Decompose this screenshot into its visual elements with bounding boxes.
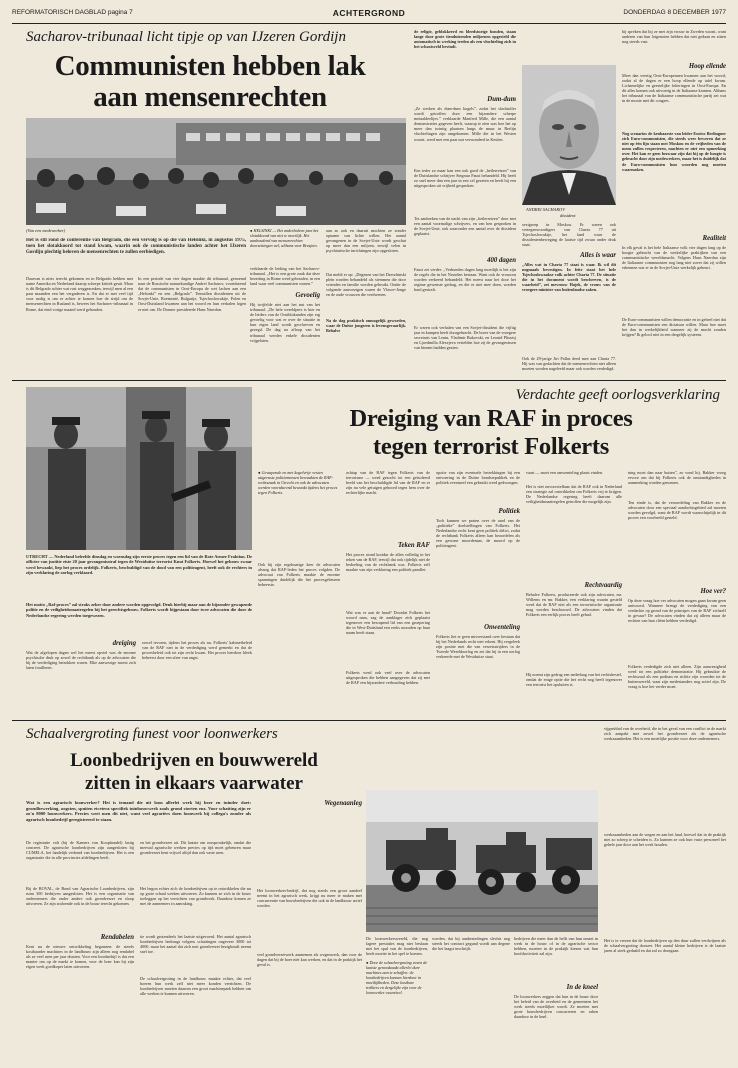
article1-body1: Daarvan is niets terecht gekomen en in Belgrado hebben met name Amerika en Nederland daarop scherpe kritiek geuit. Maar is dit Belgrado achter wat rust weggezonken, terwijl men al een paar maanden een het vergaderen is. En dat er met veel tijd voor nodig is om er achter te komen hoe de strijd om de mensenrechten in Rusland is, bewees het Sacharov-tribunaal in Rome, dat eind vorige maand werd gehouden. [26, 276, 133, 312]
subhead-dumdum: Dum-dum [487, 96, 516, 103]
sacharov-subtitle: dissident [560, 213, 576, 218]
masthead-rule [12, 23, 726, 24]
article2-body10: Folkerts liet er geen misverstand over bestaan dat hij het Nederlands recht niet erkent. Hij vergeleek zijn positie met die van verzetsstrijders in de Tweede Wereldoorlog en zei dat hij in een oorlog verkeerde met de Westduitse staat. [436, 634, 520, 660]
article2-kicker: Verdachte geeft oorlogsverklaring [515, 387, 720, 403]
article2-photo-caption: ● Gewapende en met kogelvrije vesten uitgeruste politiemensen bewaakten de RAF-rechtszaak in Utrecht en ook de advocaten werden voortdurend bewaakt tijdens het proces tegen Folkerts. [258, 470, 338, 495]
article1-lead: Het is stil rond de conferentie van Belgrado, die een vervolg is op die van Helsinki, in augustus 1975, toen het slotakkoord tot stand kwam, waarin ook de communistische landen achter het IJzeren Gordijn plechtig beloven de mensenrechten te zullen eerbiedigen. [26, 238, 246, 255]
divider-2 [12, 720, 726, 721]
masthead-date: DONDERDAG 8 DECEMBER 1977 [623, 9, 726, 16]
conference-photo [26, 118, 406, 225]
article3-body14: De loonwerkers zeggen dat hun in de bouw door het beleid van de overheid en de gemeenten het werk steeds moeilijker wordt. Ze moeten met grote bouwbedrijven concurreren en raken daardoor in de knel. [514, 994, 598, 1020]
article2-body9: Toch kunnen we praten over de aard van de „politieke” doelstellingen van Folkerts. Het Nederlandse recht kent geen politiek delict, zodat de rechtbank Folkerts alleen kan beoordelen als een gewone moordenaar, de moord op de politieagent. [436, 518, 520, 549]
article1-body7: Na de dag praktisch onmogelijk geworden, waar de Duitse jongeren is levensgevaarlijk. Behalve [326, 318, 406, 334]
article2-body7: Folkerts werd ook veel over de advocaten uitgesproken die hebben aangegeven dat zij met de RAF een bijzondere verhouding hebben. [346, 670, 430, 686]
article2-body6: Wat was er aan de hand? Doordat Folkerts het woord nam, zag de aanklager zich geplaatst tegenover een bewapend lid van een groepering die in West-Duitsland een reeks moorden op haar naam heeft staan. [346, 610, 430, 636]
subhead-alles-is-waar: Alles is waar [580, 252, 616, 259]
article1-body12: Faust zei verder: „Verbonden dagen lang moeilijk is het zijn de regels die in het Noorden bestaan. Want ook de vrouwen worden verkeerd behandeld. Het meest naar het door het regime gewenste gedrag, en die er niet mee doen, worden hard gestraft. [414, 267, 516, 293]
article3-body13: bedrijven die meer dan de helft van hun omzet in werk in de bouw of in de agrarische sector hebben, moeten in de praktijk kiezen wat hun hoofdactiviteit zal zijn. [514, 936, 598, 957]
article3-body12: worden, dat bij aanbestedingen slechts nog steeds het contract gegund wordt aan degene die het laagst inschrijft. [432, 936, 510, 952]
article1-body15: „Alles wat in Charta 77 staat is waar. Ik wil dit nogmaals bevestigen. In feite staat het hele Tsjechoslowaakse volk achter Charta 77. De situatie die in het document wordt beschreven, is de waarheid”, zei mevrouw Hajek, de vrouw van de vroegere minister van buitenlandse zaken. [522, 262, 616, 293]
article1-body3: verklaarde de leiding van het Sacharov-tribunaal. „Het is een grote zaak dat deze bezetting in Rome werd gehouden, in een land waar veel communisten wonen.” [250, 266, 320, 287]
article1-body11: Tot aanbreken van de nacht van zijn „heilerreizen” door met een aantal voormalige schrijvers, en van hen gesproken in de Sovjet-Unie, ook waaronder een aantal over de dissident geplaatst. [414, 216, 516, 237]
article2-body8: opoite van zijn eventuele betrekkingen bij een ontvoering in de Duitse bondsrepubliek en de politiek eventueel een gebruikt werd gedwongen. [436, 470, 520, 486]
article3-headline-1: Loonbedrijven en bouwwereld [70, 750, 318, 771]
article2-body14: Hij noemt zijn gedrag een nederlaag van het rechtsbestel, omdat de enige optie die het recht nog heeft tegenover een terrorist het opsluiten is. [526, 672, 622, 688]
article2-headline-1: Dreiging van RAF in proces [349, 405, 633, 432]
article2-body4: achtap van de RAF tegen Folkerts van de terrorisme — werd gezocht tot een geïsoleerd beeld van het beschuldigde lid van de RAF en er zijn nu vele getuigen gehoord tegen hem over de rechterlijke macht. [346, 470, 430, 496]
article1-body19: Nog scenarios de kenbaarste van leider Enrico Berlinguer zich Euro-communisten, die steeds weer beweren dat ze niet op één lijn staan met Moskou en de vrijheden van de mens zullen respecteren, machten er niet een opmerking over. Het kan er geen bezwaar zijn dat hij op de hoogte is gebracht door zijn medewerkers, maar het is duidelijk dat de Euro-communisten hun woorden nog moeten waarmaken. [622, 131, 726, 172]
court-police-photo [26, 387, 252, 550]
article1-photo-credit: (Van een medewerker) [26, 228, 66, 233]
subhead-gevoelig: Gevoelig [295, 292, 320, 299]
article1-body13: Er waren ook verhalen van een Sovjet-dissident die vijftig jaar in kampen heeft doorgebracht. De broer van de vroegere secretaris van Lenin, Vladimir Bukovski, en Leonid Pliustsj en Ljoedmilla Alexejeva vertelden hoe zij de gevangenissen van binnen hadden gezien. [414, 325, 516, 351]
section-title: ACHTERGROND [332, 8, 406, 18]
article1-caption: ● HELSINKI — Het anderhalven jaar het slotakkoord van niet te moeilijk. Het aanhoudend van mensenrechten doorzettingen wel, althans voor Brezjnev. [250, 228, 319, 248]
article2-body18: Folkerts verdedigde zich niet alleen. Zijn aanwezigheid werd tot een politieke demonstratie. Hij gebruikte de rechtszaal als een podium en richtte zijn woorden tot de buitenwereld, waar zijn medestanders nog actief zijn. De vraag is hoe het verder moet. [628, 664, 726, 690]
article1-body14: sextgroep in Moskou. Er waren ook vertegenwoordigers van Charta 77 uit Tsjechoslowakije, het land waar de dissidentenbeweging de laatste tijd zwaar onder druk staat. [522, 222, 616, 248]
article2-body12: Het is niet onvoorstelbaar dat de RAF ook in Nederland een strategie zal ontwikkelen om Folkerts vrij te krijgen. De Nederlandse regering heeft daarom alle veiligheidsmaatregelen getroffen die mogelijk zijn. [526, 484, 622, 505]
masthead [12, 9, 726, 23]
article3-body10: veel grondverzetwerk aannemen als wegenwerk, dan voor de dagen dat bij de boer niet kan werken, en dat in de praktijk het geval is. [257, 952, 362, 968]
article1-headline-2: aan mensenrechten [93, 81, 327, 113]
article1-body16: Ook de 29-jarige Jiri Pallas deed mee aan Charta 77. Hij was van gedachten dat de mensenrechten niet alleen moeten worden nageleefd maar ook worden verdedigd. [522, 356, 616, 372]
divider-1 [12, 380, 726, 381]
article2-caption: UTRECHT — Nederland beleefde dinsdag en woensdag zijn eerste proces tegen een lid van de Rote Armee Fraktion. De officier van justitie eiste 20 jaar gevangenisstraf tegen de Westduitse terrorist Knut Folkerts. Hoewel het gebouw zwaar werd bewaakt, liep het proces ordelijk. Folkerts, beschuldigd van de dood van een politieagent, heeft ook de rechters in zijn verklaring de oorlog verklaard. [26, 554, 252, 575]
article3-body15: vijgenblad van de overheid, die in het geval van een conflict in de markt zich aanpakt met zowel het grondverzet als de agrarische werkzaamheden. Het is een moeilijke positie voor deze ondernemers. [604, 726, 726, 742]
article1-kicker: Sacharov-tribunaal licht tipje op van IJzeren Gordijn [26, 29, 346, 45]
article3-body8 [257, 810, 362, 886]
article3-body4: en het grondverzet uit. Dit laatste om oorspronkelijk, omdat die meestal agrarische werken precies op tijd moet gebeuren maar grondverzet kent vrijwel altijd dan ook vaste uren. [140, 840, 251, 856]
sacharov-name: ANDREI SACHAROV [526, 207, 565, 212]
sacharov-portrait [522, 65, 616, 205]
article3-kicker: Schaalvergroting funest voor loonwerkers [26, 726, 278, 742]
article1-body6: Dat meldt er op: „Degenen van het Dzerzhinski plein worden behandeld als stemmen die door vrienden en familie worden gebruikt. Onder de volgende aanwezigen waren de Vlasov-Jonge en de oude vrouwen die verdwenen. [326, 272, 406, 298]
article1-body2: In een periode van vier dagen maakte dit tribunaal, genoemd naar de Russische natuurkundige Andrei Sacharov, voortdurend dat de communisten in Oost-Europa de wet lachen aan een „Helsinki” en een „Belgrado”. Tientallen dissidenten uit de Sovjet-Unie, Roemenië, Bulgarije, Tsjechoslowakije, Polen en Oost-Duitsland kwamen aan het woord en hun verhalen logen er niet om. De Donner presideerde Hans Naerdan. [138, 276, 246, 312]
subhead-teken-raf: Teken RAF [397, 542, 430, 549]
tractors-photo [366, 790, 598, 932]
article1-body9: „Ze werken als dum-dum kogels”, zodat het slachtoffer wordt getroffen door een bijzondere scherpe metaaldeeltjes.” verklaarde Manfred Mille, die een aantal demonstraties gegeven heeft, waarop te zien was hoe het op meer dan twintig plaatsen langs de muur in Berlijn vluchtelingen zijn omgekomen. Mille die in het Westen woont, werd met een paar uur verwonderd in Keulen. [414, 106, 516, 142]
article3-body11: De loonwerkerswereld, die nog lagere prestaties mag niet beslaan met het spul van de loonbedrijven, heeft moeite in het spel te komen. [366, 936, 428, 957]
subhead-onwenteling: Onwenteling [484, 624, 520, 631]
article3-headline-2: zitten in elkaars vaarwater [85, 773, 303, 794]
article3-photo-caption: ● Door de schaalvergroting vaven de laatste genoodzaakt allerlei dure machines aan te schaffen: de loonbedrijven kunnen hierdoor in moeilijkheden. Deze kostbare trekkers en dergelijke zijn voor de loonwerker essentieel. [366, 960, 428, 995]
article1-body20: In elk geval is het hele Italiaanse volk vier dagen lang op de hoogte gebracht van de werkelijke praktijken van een communistische wereldsmacht. Volgens Hans Naerdan zijn de Italiaanse communisten nog lang niet zover dat zij willen erkennen wat er in de Sovjet-Unie werkelijk gebeurt. [622, 245, 726, 271]
article2-body13: Behalve Folkerts, produceerde ook zijn advocaten, mr. Willems en mr. Bakker, een verklaring waarin gesteld werd dat de RAF niet als een terroristische organisatie mag worden beschouwd. De advocaten vinden dat Folkerts een eerlijk proces heeft gehad. [526, 592, 622, 618]
article2-body17: Op deze vraag hoe ver advocaten mogen gaan kwam geen antwoord. Wanneer brengt de verdediging van een verdachte op grond van de principes van de RAF zichzelf in gevaar? De advocaten vinden dat zij alleen maar de rechten van hun cliënt hebben verdedigd. [628, 598, 726, 624]
subhead-dreiging: dreiging [112, 640, 136, 647]
article3-lead: Wat is een agrarisch loonwerker? Het is iemand die uit loon allerlei werk bij boer en tuinder doet: grondbewerking, oogsten, spuiten etcetera specifiek tuinbouwwerk zoals grond storten enz. Voor schatting zijn er zo'n 8000 loonwerkers. Precies weet men dit niet, want veel agrariërs doen loonwerk bij collega's zonder als agrarisch loonbedrijf geregistreerd te staan. [26, 800, 251, 822]
subhead-hoop-ellende: Hoop ellende [688, 63, 726, 70]
article3-body6: tie wordt grotendeels het laatste uitgevoerd. Het aantal agrarisch loonbedrijven bedraagt volgens schattingen ongeveer 3000 tot 4000, maar het aantal dat zich met grondverzet bezighoudt neemt snel toe. [140, 934, 251, 955]
subhead-400-dagen: 400 dagen [487, 257, 516, 264]
article1-body5: aan as ook en daaruit mochten ze zonder opname van lichte willen. Het aantal gevangenen in de Sovjet-Unie wordt geschat op meer dan een miljoen, terwijl velen in psychiatrische inrichtingen zijn opgesloten. [326, 228, 406, 254]
article2-body5: Het proces stond kortdur de allen volledig in het teken van de RAF, terwijl dat ook tijdelijk niet de bedoeling van de rechtbank was. Folkerts zelf maakte van zijn verklaring een politiek pamflet. [346, 552, 430, 573]
article2-headline-2: tegen terrorist Folkerts [373, 433, 609, 460]
subhead-rechtvaardig: Rechtvaardig [584, 582, 622, 589]
masthead-left: REFORMATORISCH DAGBLAD pagina 7 [12, 9, 133, 16]
subhead-in-de-kneel: In de kneel [566, 984, 598, 991]
article3-body17: Het is te vrezen dat de loonbedrijven op den duur zullen verdwijnen als de schaalvergroting doorzet. Het aantal kleine bedrijven is de laatste jaren al sterk gedaald en dat zal zo doorgaan. [604, 938, 726, 954]
article3-body7: De schaalvergroting in de landbouw maakte echter, dat veel boeren hun werk zelf niet meer konden verrichten. De loonbedrijven moeten daarom een groot machinepark hebben om alle werken te kunnen uitvoeren. [140, 976, 251, 997]
article3-body3: Kent nu de nieuwe ontwikkeling begonnen: de steeds kostbaarder machines in de landbouw zijn alleen nog rendabel als ze veel uren per jaar draaien. Voor een loonbedrijf is dat een manier om op de markt te komen, voor de boer kan hij zijn eigen werk goedkoper laten uitvoeren. [26, 944, 134, 970]
article3-body1: De registratie valt (bij de Kamers van Koophandel) lastig concreet. De agrarische loonbedrijven zijn aangesloten bij CUMELA, het landelijk verbond van loonbedrijven. Het is een organisatie die in alle provincies afdelingen heeft. [26, 840, 134, 861]
article2-body2: zowel tevoren, tijdens het proces als nu. Folkerts' kabinetbeleid van de RAF niet in de verdediging werd gemerkt en dat de procesbeleid ook tot zijn recht kwam. Het proces hierdoor bleek beheerst door een sfeer van angst. [142, 640, 252, 661]
subhead-politiek: Politiek [498, 508, 520, 515]
subhead-wegenaanleg: Wegenaanleg [324, 800, 362, 807]
article1-body4: Hij twijfelde niet aan het nut van het tribunaal. „De hele wereldpers is hier en de leiders van de Oostblokanden zijn erg gevoelig voor wat er over de situatie in hun eigen land wordt geschreven en gezegd. De dag na afloop van het tribunaal werden enkele dissidenten vrijgelaten. [250, 302, 320, 343]
article2-body15: ning moet dan naar buiten”, zo vond hij. Bakker vroeg ervoor om dat bij Folkerts ook de omstandigheden in aanmerking worden genomen. [628, 470, 726, 486]
article2-caption2: Het motto „Raf-proces” zal straks zeker door andere worden opgevolgd. Denk hierbij maar aan de bijzonder gewapende politie en de veiligheidsmaatregelen bij het gerechtsgebouw. Folkerts wordt bijgestaan door twee advocaten die door de Nederlandse regering werden toegewezen. [26, 602, 252, 618]
article1-body21: De Euro-communisten willen democratie en in geheel niet dat de Euro-communisten een dictatuur willen. Maar hoe moet het dan in werkelijkheid wanneer zij de macht zouden krijgen? Ik geloof niet in een dergelijk systeem. [622, 317, 726, 338]
subhead-hoe-ver: Hoe ver? [700, 588, 726, 595]
article1-body17: bij spreken dat hij ze met zijn vrouw in Zweden woont, want anderen van hun lotgenoten hebben dat niet gedaan en zitten nog steeds vast. [622, 29, 726, 45]
subhead-realiteit: Realiteit [702, 235, 726, 242]
article3-body9: Het loonwerkers-bedrijf, dat nog steeds een groot aandeel neemt in het agrarisch werk, krijgt nu meer te maken met concurrentie van bouwbedrijven die ook in de landbouw actief worden. [257, 888, 362, 909]
article2-body16: Ten einde is, dat de veroordeling van Bakker en de advocaten door een speciaal aandachtsgebied zal moeten worden gevolgd, want de RAF wordt waarschijnlijk in dit proces een voorbeeld gesteld. [628, 500, 726, 521]
article2-body11: vaart — moet een omwenteling plaats vinden. [526, 470, 604, 475]
article1-headline-1: Communisten hebben lak [54, 50, 366, 82]
article2-body1: Wat de afgelopen dagen wel het meest opviel was de enorme psychische druk op zowel de rechtbank als op de advocaten die bij de verdediging betrokken waren. Elke aanwezige moest zich laten fouilleren. [26, 650, 136, 671]
article1-body8: de religie, geblokkeerd en bleedsturige bonden, staan lange door grote tienduizenden miljoenen opgesteld die automatisch in werking treden als een vluchteling zich in het schootsveld bevindt. [414, 29, 516, 50]
article2-body3: Ook bij zijn regelmatige keer de advocaten alsnog dat RAF-leden het proces volgden. De advocaat van Folkerts maakte de enorme spanningen duidelijk die het procesgebeuren beheerste. [258, 562, 340, 588]
article3-body5: Het begon echter zich de loonbedrijven op te ontwikkelen die nu op grote schaal werken uitvoeren. Zo kunnen ze zich in de bouw toeleggen op het verrichten van grondwerk. Daardoor komen ze met de aannemers in aanraking. [140, 886, 251, 907]
subhead-rendabelen: Rendabelen [100, 934, 134, 941]
article1-body18: Meer dan veertig Oost-Europeanen kwamen aan het woord, zodat al de dagen er een hoop ellende op tafel kwam. Lichamelijke en geestelijke folteringen in Oost-Europa. En dit alles komen ook uitvoerig in de Italiaanse kranten. Althans het tribunaal van de Italiaanse communistische partij zei wat in de mooie met dit congres. [622, 73, 726, 104]
article1-body10: Een ieder zo maar kan een ook goed de „heilerreizen” van de Duitslandse schrijver Siegmar Faust behandeld. Hij heeft zo snel meer dan een jaar in een cel gezeten en heeft bij een uitgesproken uit vrijheid gesproken. [414, 168, 516, 189]
article3-body16: werkzaamheden aan de wegen en aan het land, hoewel dat in de praktijk niet zo scherp te scheiden is. Zo kunnen ze ook hun vaste personeel het gehele jaar door aan het werk houden. [604, 832, 726, 848]
article3-body2: Bij de BOVAL, de Bond van Agrarische Loonbedrijven, zijn ruim 300 bedrijven aangesloten. Het is een organisatie van ondernemers die onder andere ook grondverzet en sloop uitvoeren. Ze zijn zodoende ook in de bouw terecht gekomen. [26, 886, 134, 907]
